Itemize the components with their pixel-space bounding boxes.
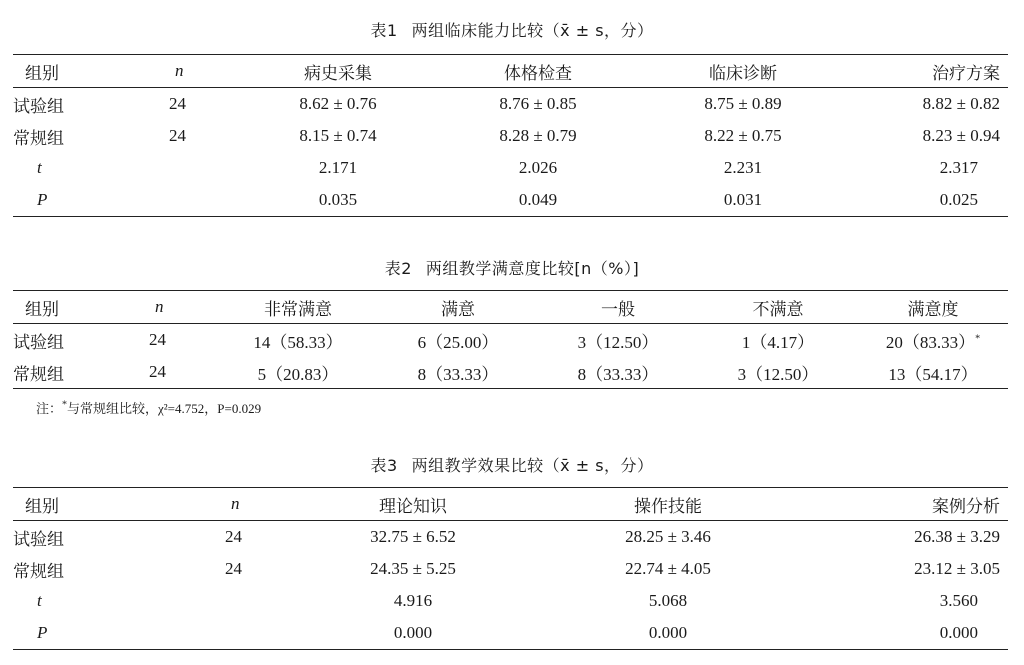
table1-cell: 常规组 — [13, 128, 64, 148]
table2-cell-satisfaction — [858, 324, 1008, 357]
table1-cell: 0.049 — [418, 184, 628, 217]
table2 — [13, 290, 1008, 389]
table1-cell: 2.026 — [518, 158, 558, 177]
table1-label: 表1 — [370, 21, 398, 40]
table-row — [13, 585, 1008, 617]
table3-cell: 23.12 ± 3.05 — [914, 559, 1000, 578]
table1-cell: 8.62 ± 0.76 — [299, 94, 377, 113]
table-row — [13, 324, 1008, 357]
table2-cell: 3（12.50） — [698, 356, 858, 389]
table3-cell: P — [13, 617, 163, 650]
table1-cell: 8.23 ± 0.94 — [922, 126, 1000, 145]
table1-cell: 2.231 — [723, 158, 763, 177]
table1-header-physical: 体格检查 — [418, 55, 628, 88]
table3-label: 表3 — [370, 456, 398, 475]
table2-header-very-satisfied: 非常满意 — [218, 291, 378, 324]
table2-header-row — [13, 291, 1008, 324]
table1-title: 两组临床能力比较（x̄ ± s，分） — [411, 21, 654, 40]
table3-cell — [163, 585, 283, 617]
table2-cell: 13（54.17） — [858, 356, 1008, 389]
table2-header-satisfaction: 满意度 — [858, 291, 1008, 324]
table2-cell: 常规组 — [13, 356, 123, 389]
table3-header-group: 组别 — [13, 488, 163, 521]
table3-cell: 24 — [225, 559, 242, 578]
table-row — [13, 521, 1008, 554]
table1-cell: 0.035 — [218, 184, 418, 217]
table3 — [13, 487, 1008, 650]
table2-cell: 1（4.17） — [741, 332, 815, 352]
table3-cell: 28.25 ± 3.46 — [625, 527, 711, 546]
table2-cell: 24 — [149, 330, 166, 349]
table2-header-satisfied: 满意 — [378, 291, 538, 324]
table2-header-average: 一般 — [538, 291, 698, 324]
table3-cell: 3.560 — [939, 591, 978, 610]
table1-cell: 8.28 ± 0.79 — [499, 126, 577, 145]
table-row — [13, 553, 1008, 585]
table1-cell: 24 — [169, 126, 186, 145]
note-text: 与常规组比较，χ²=4.752，P=0.029 — [67, 401, 262, 416]
table3-cell: 26.38 ± 3.29 — [914, 527, 1000, 546]
table3-cell: 0.000 — [283, 617, 543, 650]
table2-caption — [0, 256, 1024, 279]
table1-cell: t — [37, 158, 42, 177]
table1-cell: 0.025 — [828, 184, 1008, 217]
table1-caption — [0, 18, 1024, 41]
table3-cell — [163, 617, 283, 650]
table3-cell: 试验组 — [13, 529, 64, 549]
table1-cell: 8.75 ± 0.89 — [704, 94, 782, 113]
table3-cell: 22.74 ± 4.05 — [625, 559, 711, 578]
table1-header-history: 病史采集 — [218, 55, 418, 88]
table-row — [13, 184, 1008, 217]
table-row — [13, 152, 1008, 184]
table3-cell: 4.916 — [393, 591, 433, 610]
table1-cell: 0.031 — [628, 184, 828, 217]
table1 — [13, 54, 1008, 217]
table1-cell: 8.82 ± 0.82 — [922, 94, 1000, 113]
table1-cell: 8.76 ± 0.85 — [499, 94, 577, 113]
table3-cell: 0.000 — [793, 617, 1008, 650]
table2-header-unsatisfied: 不满意 — [698, 291, 858, 324]
table2-cell: 8（33.33） — [378, 356, 538, 389]
table-row — [13, 617, 1008, 650]
table1-cell: 8.22 ± 0.75 — [704, 126, 782, 145]
table1-header-group: 组别 — [13, 55, 123, 88]
significance-marker: * — [975, 332, 981, 344]
table3-caption — [0, 453, 1024, 476]
table1-cell: P — [13, 184, 123, 217]
table3-cell: 24 — [225, 527, 242, 546]
table1-cell — [123, 184, 218, 217]
table1-header-treatment: 治疗方案 — [828, 55, 1008, 88]
table1-cell: 2.317 — [939, 158, 978, 177]
table1-cell — [123, 152, 218, 184]
table1-cell: 24 — [169, 94, 186, 113]
table2-cell: 3（12.50） — [577, 332, 659, 352]
table2-cell: 试验组 — [13, 332, 64, 352]
table3-cell: t — [37, 591, 42, 610]
table1-cell: 试验组 — [13, 96, 64, 116]
table2-cell: 5（20.83） — [218, 356, 378, 389]
table2-cell: 20（83.33） — [885, 332, 976, 352]
table2-header-n: n — [123, 291, 218, 324]
table1-header-diagnosis: 临床诊断 — [628, 55, 828, 88]
table2-title: 两组教学满意度比较[n（%）] — [425, 259, 640, 278]
table3-header-case: 案例分析 — [793, 488, 1008, 521]
table2-note — [36, 398, 261, 417]
table3-cell: 24.35 ± 5.25 — [370, 559, 456, 578]
table2-label: 表2 — [384, 259, 412, 278]
table3-cell: 0.000 — [543, 617, 793, 650]
table1-header-n: n — [123, 55, 218, 88]
table-row — [13, 120, 1008, 152]
table3-header-theory: 理论知识 — [283, 488, 543, 521]
table2-cell: 6（25.00） — [417, 332, 499, 352]
table-row — [13, 356, 1008, 389]
table2-cell: 14（58.33） — [253, 332, 343, 352]
table3-header-skills: 操作技能 — [543, 488, 793, 521]
table1-header-row — [13, 55, 1008, 88]
note-marker: * — [62, 399, 68, 411]
table3-cell: 32.75 ± 6.52 — [370, 527, 456, 546]
table3-cell: 常规组 — [13, 561, 64, 581]
table3-cell: 5.068 — [648, 591, 688, 610]
table2-cell: 8（33.33） — [538, 356, 698, 389]
table3-header-n: n — [163, 488, 283, 521]
table2-cell: 24 — [123, 356, 218, 389]
table-row — [13, 88, 1008, 121]
table3-header-row — [13, 488, 1008, 521]
table1-cell: 8.15 ± 0.74 — [299, 126, 377, 145]
table1-cell: 2.171 — [318, 158, 358, 177]
table3-title: 两组教学效果比较（x̄ ± s，分） — [411, 456, 654, 475]
note-prefix: 注： — [36, 401, 63, 416]
table2-header-group: 组别 — [13, 291, 123, 324]
